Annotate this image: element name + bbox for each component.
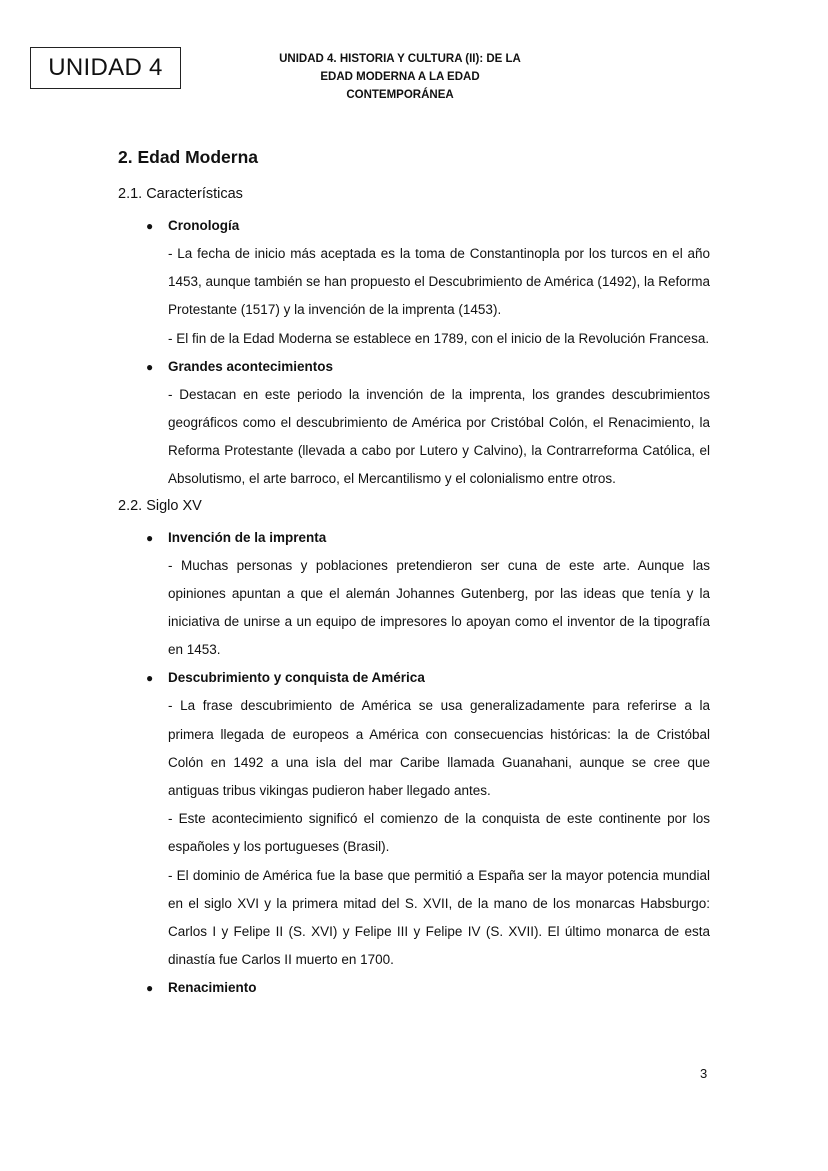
paragraph: - Muchas personas y poblaciones pretendieron ser cuna de este arte. Aunque las opiniones apuntan a que el alemán Johannes Gutenberg, por las ideas que tenía y la iniciativa de unirse a un equipo de impresores lo apoyan como el inventor de la tipografía en 1453.	[168, 557, 710, 658]
unit-label-box: UNIDAD 4	[30, 47, 181, 89]
list-item-title: Descubrimiento y conquista de América	[168, 670, 425, 686]
header-title-line: CONTEMPORÁNEA	[346, 89, 454, 101]
list-item	[118, 664, 710, 974]
paragraph: - La fecha de inicio más aceptada es la toma de Constantinopla por los turcos en el año 1453, aunque también se han propuesto el Descubrimiento de América (1492), la Reforma Protestante (1517) y la invención de la imprenta (1453).	[168, 246, 710, 318]
bullet-icon: ●	[146, 219, 154, 233]
list-item-title: Invención de la imprenta	[168, 529, 327, 545]
list-item	[118, 353, 710, 494]
section-title: 2. Edad Moderna	[118, 147, 259, 167]
paragraph: - Este acontecimiento significó el comienzo de la conquista de este continente por los españoles y los portugueses (Brasil).	[168, 811, 710, 855]
paragraph: - Destacan en este periodo la invención de la imprenta, los grandes descubrimientos geográficos como el descubrimiento de América por Cristóbal Colón, el Renacimiento, la Reforma Protestante (llevada a cabo por Lutero y Calvino), la Contrarreforma Católica, el Absolutismo, el arte barroco, el Mercantilismo y el colonialismo entre otros.	[168, 386, 710, 487]
list-item-title: Cronología	[168, 218, 240, 233]
list-item	[118, 524, 710, 665]
subsection-title: 2.2. Siglo XV	[118, 497, 202, 514]
page-number: 3	[700, 1066, 708, 1081]
paragraph: - El dominio de América fue la base que permitió a España ser la mayor potencia mundial en el siglo XVI y la primera mitad del S. XVII, de la mano de los monarcas Habsburgo: Carlos I y Felipe II (S. XVI) y Felipe III y Felipe IV (S. XVII). El último monarca de esta dinastía fue Carlos II muerto en 1700.	[168, 867, 710, 968]
bullet-icon: ●	[146, 359, 154, 374]
header-title-line: EDAD MODERNA A LA EDAD	[320, 71, 480, 83]
bullet-icon: ●	[146, 671, 154, 686]
subsection-title: 2.1. Características	[118, 186, 243, 202]
header-title-line: UNIDAD 4. HISTORIA Y CULTURA (II): DE LA	[279, 53, 521, 65]
list-item	[118, 212, 710, 353]
bullet-icon: ●	[146, 530, 154, 545]
paragraph: - El fin de la Edad Moderna se establece en 1789, con el inicio de la Revolución Francesa.	[168, 330, 710, 346]
header-title	[250, 50, 550, 104]
paragraph: - La frase descubrimiento de América se usa generalizadamente para referirse a la primera llegada de europeos a América con consecuencias históricas: la de Cristóbal Colón en 1492 a una isla del mar Caribe llamada Guanahani, aunque se cree que antiguas tribus vikingas pudieron haber llegado antes.	[168, 698, 710, 799]
list-item-title: Grandes acontecimientos	[168, 358, 334, 374]
list-item-title: Renacimiento	[168, 980, 257, 996]
bullet-icon: ●	[146, 981, 154, 996]
document-body	[118, 144, 710, 1002]
list-item	[118, 974, 710, 1002]
